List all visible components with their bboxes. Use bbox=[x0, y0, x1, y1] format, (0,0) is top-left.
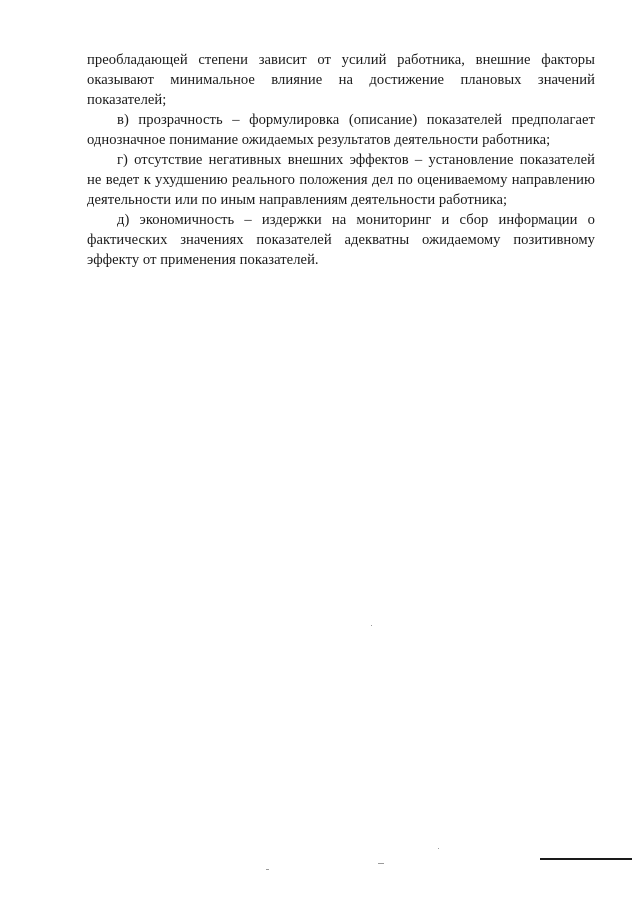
paragraph-continuation: преобладающей степени зависит от усилий работника, внешние факторы оказывают минимальное влияние на достижение плановых значений показателей; bbox=[87, 52, 595, 108]
bottom-underline-mark bbox=[540, 858, 632, 860]
scan-speck bbox=[378, 863, 384, 864]
paragraph-no-negative-effects: г) отсутствие негативных внешних эффектов – установление показателей не ведет к ухудшению реального положения дел по оцениваемому направлению деятельности или по иным направлениям деятельности работника; bbox=[87, 152, 595, 208]
scan-speck bbox=[438, 848, 439, 849]
scan-speck bbox=[266, 869, 269, 870]
scan-speck bbox=[371, 625, 372, 626]
paragraph-transparency: в) прозрачность – формулировка (описание) показателей предполагает однозначное понимание ожидаемых результатов деятельности работника; bbox=[87, 112, 595, 148]
paragraph-economy: д) экономичность – издержки на мониторинг и сбор информации о фактических значениях показателей адекватны ожидаемому позитивному эффекту от применения показателей. bbox=[87, 212, 595, 268]
body-text bbox=[87, 50, 595, 270]
